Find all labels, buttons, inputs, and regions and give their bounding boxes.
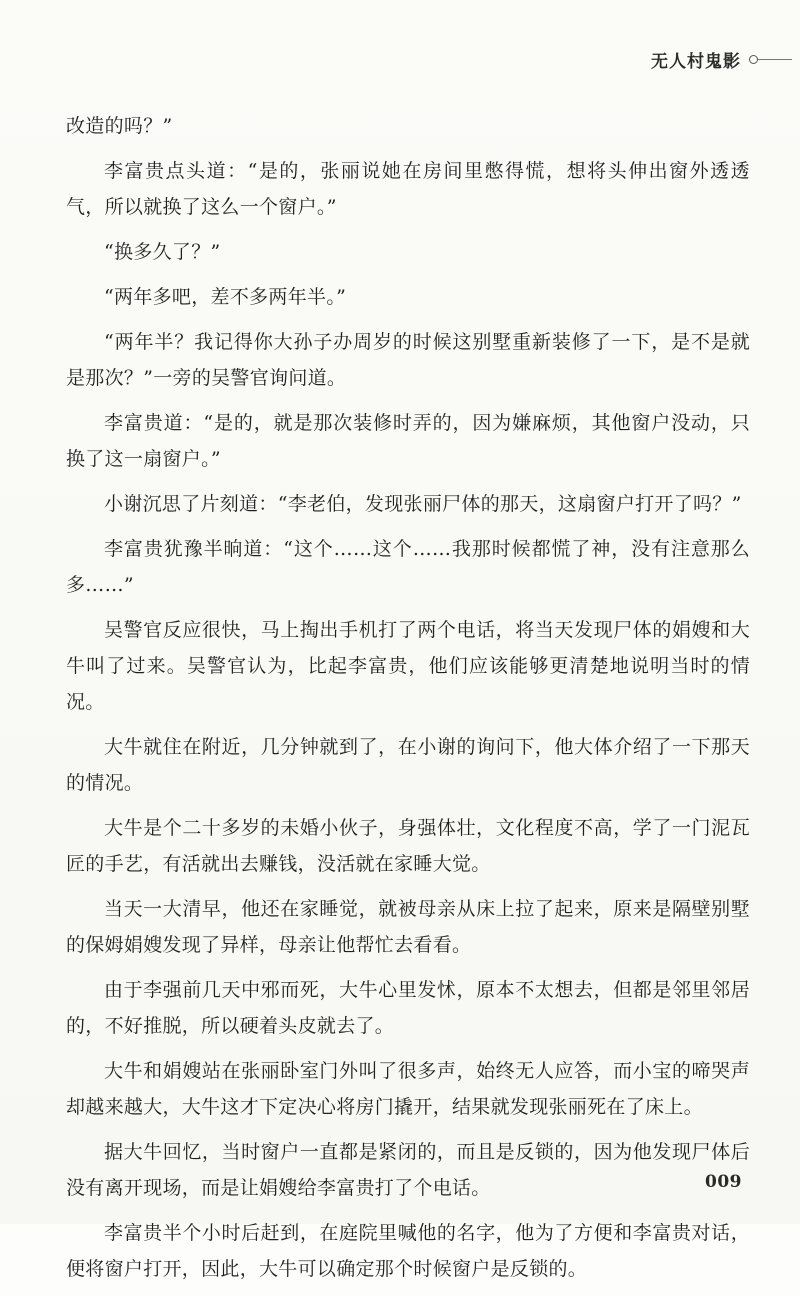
paragraph: 据大牛回忆，当时窗户一直都是紧闭的，而且是反锁的，因为他发现尸体后没有离开现场，而是让娟嫂给李富贵打了个电话。 xyxy=(66,1141,750,1199)
paragraph: 大牛和娟嫂站在张丽卧室门外叫了很多声，始终无人应答，而小宝的啼哭声却越来越大，大牛这才下定决心将房门撬开，结果就发现张丽死在了床上。 xyxy=(66,1060,750,1118)
paragraph: 李富贵半个小时后赶到，在庭院里喊他的名字，他为了方便和李富贵对话，便将窗户打开，因此，大牛可以确定那个时候窗户是反锁的。 xyxy=(66,1222,750,1280)
paragraph: 吴警官反应很快，马上掏出手机打了两个电话，将当天发现尸体的娟嫂和大牛叫了过来。吴警官认为，比起李富贵，他们应该能够更清楚地说明当时的情况。 xyxy=(66,619,750,713)
header-circle-icon xyxy=(749,55,758,64)
paragraph: 改造的吗？” xyxy=(66,115,173,137)
paragraph: “两年多吧，差不多两年半。” xyxy=(104,286,347,308)
paragraph: 小谢沉思了片刻道：“李老伯，发现张丽尸体的那天，这扇窗户打开了吗？” xyxy=(104,493,742,515)
body-text xyxy=(66,108,750,1296)
paragraph: 大牛就住在附近，几分钟就到了，在小谢的询问下，他大体介绍了一下那天的情况。 xyxy=(66,736,750,794)
paragraph: 李富贵道：“是的，就是那次装修时弄的，因为嫌麻烦，其他窗户没动，只换了这一扇窗户。” xyxy=(66,412,750,470)
paragraph: 李富贵点头道：“是的，张丽说她在房间里憋得慌，想将头伸出窗外透透气，所以就换了这么一个窗户。” xyxy=(66,160,750,218)
paragraph: 李富贵犹豫半晌道：“这个……这个……我那时候都慌了神，没有注意那么多……” xyxy=(66,538,750,596)
paragraph: “换多久了？” xyxy=(104,241,221,263)
paragraph: “两年半？我记得你大孙子办周岁的时候这别墅重新装修了一下，是不是就是那次？”一旁的吴警官询问道。 xyxy=(66,331,750,389)
paragraph: 大牛是个二十多岁的未婚小伙子，身强体壮，文化程度不高，学了一门泥瓦匠的手艺，有活就出去赚钱，没活就在家睡大觉。 xyxy=(66,817,750,875)
paragraph: 由于李强前几天中邪而死，大牛心里发怵，原本不太想去，但都是邻里邻居的，不好推脱，所以硬着头皮就去了。 xyxy=(66,979,750,1037)
running-header-title: 无人村鬼影 xyxy=(651,51,741,72)
page-number: 009 xyxy=(705,1172,742,1192)
header-rule xyxy=(758,59,792,60)
paragraph: 当天一大清早，他还在家睡觉，就被母亲从床上拉了起来，原来是隔壁别墅的保姆娟嫂发现了异样，母亲让他帮忙去看看。 xyxy=(66,898,750,956)
running-header xyxy=(651,44,792,74)
header-ornament-icon xyxy=(749,55,792,64)
